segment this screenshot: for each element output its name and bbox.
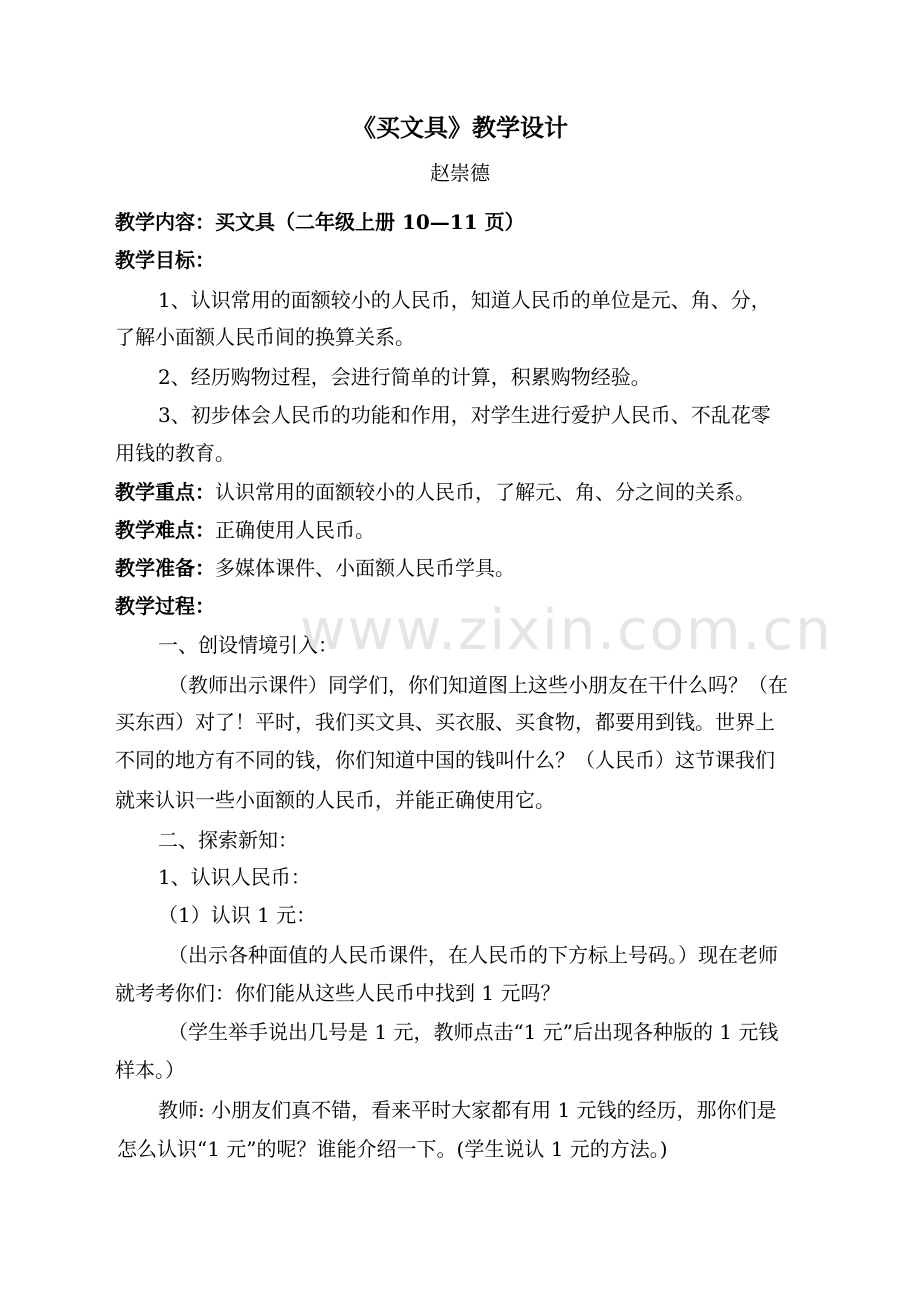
paragraph-2-line-2: 就考考你们：你们能从这些人民币中找到 1 元吗？ [115,981,561,1005]
key-point-label: 教学重点： [115,480,215,504]
goal-1-line-1: 1、认识常用的面额较小的人民币，知道人民币的单位是元、角、分， [158,288,771,312]
preparation-text: 多媒体课件、小面额人民币学具。 [215,556,515,580]
key-point-text: 认识常用的面额较小的人民币，了解元、角、分之间的关系。 [215,480,755,504]
section-1-heading: 一、创设情境引入： [158,633,338,657]
paragraph-1-line-3: 不同的地方有不同的钱，你们知道中国的钱叫什么？（人民币）这节课我们 [115,748,775,772]
paragraph-4-line-1: 教师: 小朋友们真不错，看来平时大家都有用 1 元钱的经历，那你们是 [158,1098,777,1122]
author-name: 赵崇德 [430,161,490,185]
paragraph-4-line-2: 怎么认识“1 元”的呢？谁能介绍一下。(学生说认 1 元的方法。) [117,1137,668,1161]
goal-3-line-2: 用钱的教育。 [115,441,235,465]
preparation [115,553,825,583]
teaching-content-label: 教学内容： [115,210,215,234]
section-2-heading: 二、探索新知： [158,828,298,852]
preparation-label: 教学准备： [115,556,215,580]
paragraph-1-line-4: 就来认识一些小面额的人民币，并能正确使用它。 [115,788,555,812]
difficulty-text: 正确使用人民币。 [215,518,375,542]
paragraph-3-line-2: 样本。） [115,1058,185,1082]
difficulty [115,515,825,545]
teaching-content-text: 买文具（二年级上册 10—11 页） [215,210,525,234]
goal-2: 2、经历购物过程，会进行简单的计算，积累购物经验。 [158,365,651,389]
goal-1-line-2: 了解小面额人民币间的换算关系。 [115,325,415,349]
subsection-2-1: 1、认识人民币： [158,865,311,889]
difficulty-label: 教学难点： [115,518,215,542]
watermark: www.zixin.com.cn [300,598,833,663]
teaching-content [115,207,825,237]
paragraph-2-line-1: （出示各种面值的人民币课件，在人民币的下方标上号码。）现在老师 [168,943,778,967]
teaching-goals-heading: 教学目标： [115,248,215,272]
paragraph-3-line-1: （学生举手说出几号是 1 元，教师点击“1 元”后出现各种版的 1 元钱 [168,1020,779,1044]
goal-3-line-1: 3、初步体会人民币的功能和作用，对学生进行爱护人民币、不乱花零 [158,403,771,427]
paragraph-1-line-1: （教师出示课件）同学们，你们知道图上这些小朋友在干什么吗？（在 [168,673,788,697]
page-title: 《买文具》教学设计 [352,113,568,142]
paragraph-1-line-2: 买东西）对了！平时，我们买文具、买衣服、买食物，都要用到钱。世界上 [115,710,775,734]
key-point [115,477,825,507]
subsection-2-1-1: （1）认识 1 元： [158,903,317,927]
process-heading: 教学过程： [115,594,215,618]
